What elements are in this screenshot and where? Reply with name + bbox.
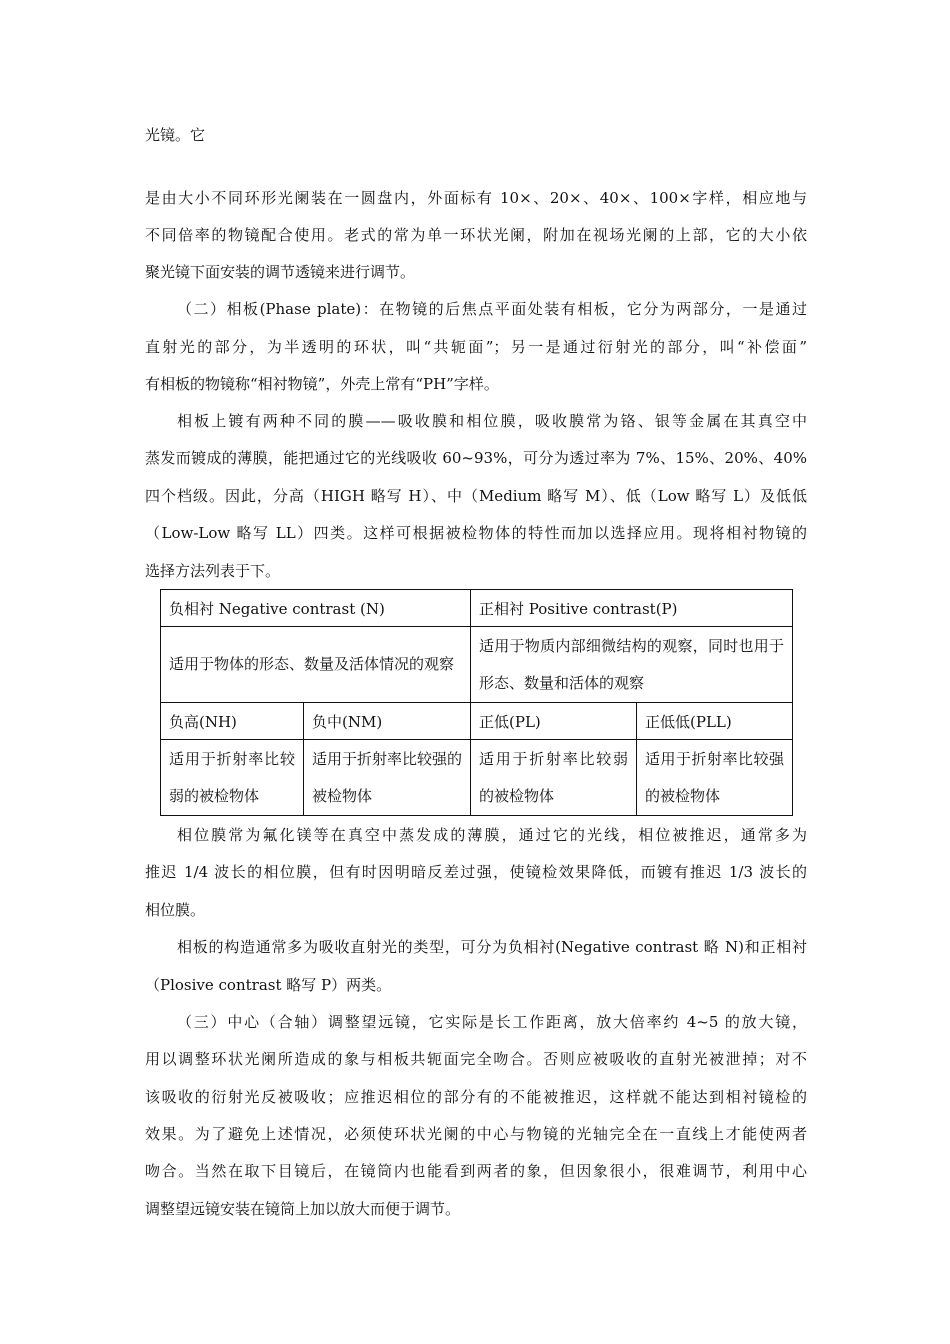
text-line: 光镜。它: [145, 126, 206, 144]
text-line: 推迟 1/4 波长的相位膜，但有时因明暗反差过强，使镜检效果降低，而镀有推迟 1/3 波长的: [145, 863, 807, 881]
text-line: 该吸收的衍射光反被吸收；应推迟相位的部分有的不能被推迟，这样就不能达到相衬镜检的: [145, 1088, 807, 1106]
text-line: 用以调整环状光阑所造成的象与相板共轭面完全吻合。否则应被吸收的直射光被泄掉；对不: [145, 1050, 807, 1068]
cell-text: 适用于折射率比较弱的被检物体: [479, 749, 629, 805]
cell-text: 适用于物质内部细微结构的观察，同时也用于形态、数量和活体的观察: [479, 636, 785, 692]
negative-contrast-description: [161, 627, 471, 703]
text-line: 效果。为了避免上述情况，必须使环状光阑的中心与物镜的光轴完全在一直线上才能使两者: [145, 1125, 807, 1143]
text-line: 吻合。当然在取下目镜后，在镜筒内也能看到两者的象，但因象很小，很难调节，利用中心: [145, 1162, 807, 1180]
subtype-pll-description: [637, 740, 793, 816]
text-line: （三）中心（合轴）调整望远镜，它实际是长工作距离，放大倍率约 4~5 的放大镜，: [177, 1013, 807, 1031]
negative-contrast-header: 负相衬 Negative contrast (N): [161, 590, 471, 627]
text-line: 有相板的物镜称“相衬物镜”，外壳上常有“PH”字样。: [145, 375, 499, 393]
text-line: （二）相板(Phase plate)：在物镜的后焦点平面处装有相板，它分为两部分，一是通过: [177, 300, 807, 318]
text-line: 四个档级。因此，分高（HIGH 略写 H）、中（Medium 略写 M）、低（Low 略写 L）及低低: [145, 487, 807, 505]
contrast-table: [160, 589, 793, 816]
text-line: 不同倍率的物镜配合使用。老式的常为单一环状光阑，附加在视场光阑的上部，它的大小依: [145, 226, 807, 244]
subtype-nh: 负高(NH): [161, 703, 304, 740]
subtype-nm-description: [304, 740, 471, 816]
text-line: 蒸发而镀成的薄膜，能把通过它的光线吸收 60~93%，可分为透过率为 7%、15%、20%、40%: [145, 449, 807, 467]
subtype-pl-description: [471, 740, 637, 816]
subtype-nm: 负中(NM): [304, 703, 471, 740]
subtype-pll: 正低低(PLL): [637, 703, 793, 740]
cell-text: 适用于物体的形态、数量及活体情况的观察: [169, 655, 455, 673]
subtype-nh-description: [161, 740, 304, 816]
subtype-pl: 正低(PL): [471, 703, 637, 740]
cell-text: 适用于折射率比较强的被检物体: [645, 749, 785, 805]
text-line: 是由大小不同环形光阑装在一圆盘内，外面标有 10×、20×、40×、100×字样，相应地与: [145, 189, 807, 207]
text-line: 聚光镜下面安装的调节透镜来进行调节。: [145, 263, 416, 281]
text-line: 选择方法列表于下。: [145, 562, 281, 580]
cell-text: 适用于折射率比较强的被检物体: [312, 749, 463, 805]
text-line: （Low-Low 略写 LL）四类。这样可根据被检物体的特性而加以选择应用。现将相衬物镜的: [145, 524, 807, 542]
text-line: 相位膜。: [145, 901, 206, 919]
text-line: 直射光的部分，为半透明的环状，叫“共轭面”；另一是通过衍射光的部分，叫“补偿面”: [145, 338, 807, 356]
text-line: 调整望远镜安装在镜筒上加以放大而便于调节。: [145, 1200, 461, 1218]
text-line: 相位膜常为氟化镁等在真空中蒸发成的薄膜，通过它的光线，相位被推迟，通常多为: [177, 826, 807, 844]
positive-contrast-description: [471, 627, 793, 703]
text-line: 相板上镀有两种不同的膜——吸收膜和相位膜，吸收膜常为铬、银等金属在其真空中: [177, 412, 807, 430]
text-line: （Plosive contrast 略写 P）两类。: [145, 976, 392, 994]
text-line: 相板的构造通常多为吸收直射光的类型，可分为负相衬(Negative contrast 略 N)和正相衬: [177, 938, 807, 956]
positive-contrast-header: 正相衬 Positive contrast(P): [471, 590, 793, 627]
cell-text: 适用于折射率比较弱的被检物体: [169, 749, 295, 805]
